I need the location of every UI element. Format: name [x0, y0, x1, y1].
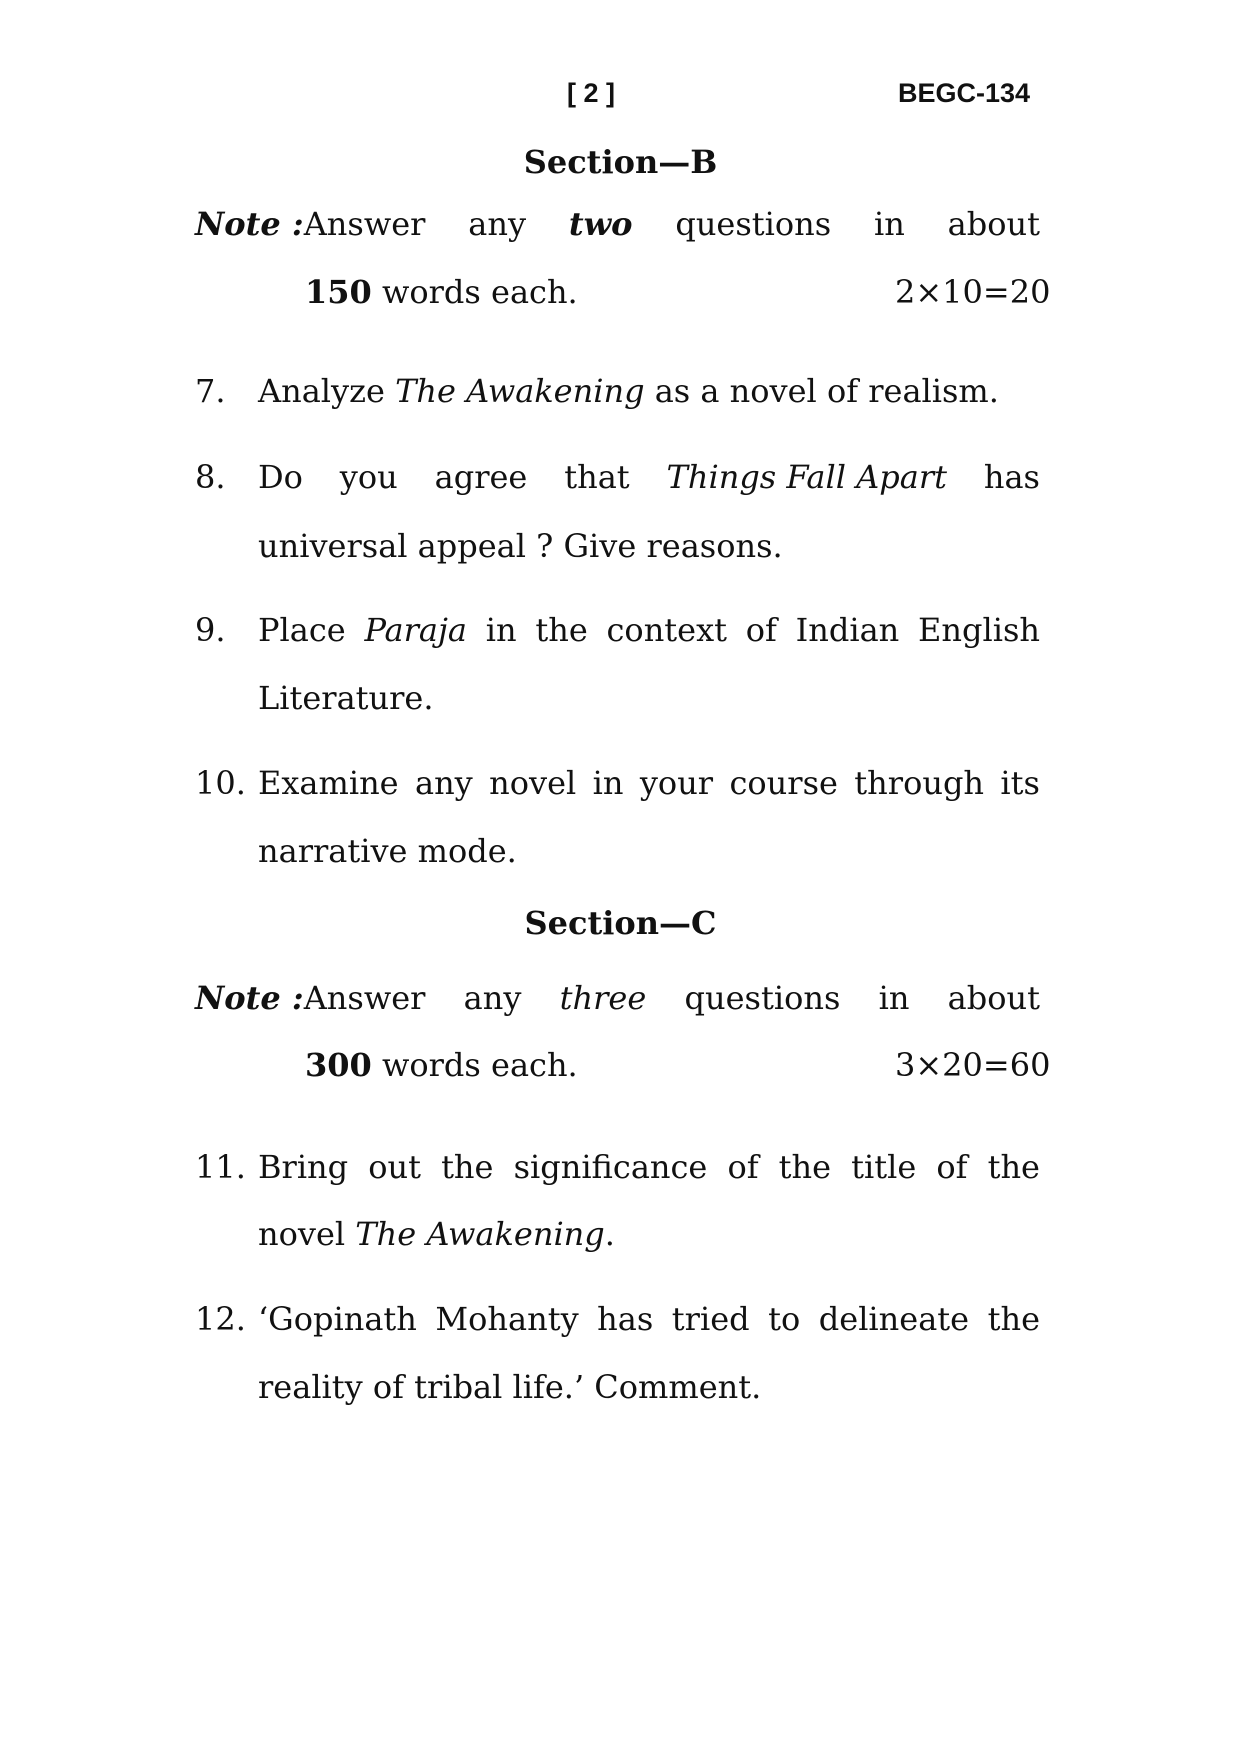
question-8-line2: universal appeal ? Give reasons. [258, 527, 783, 565]
question-9-line2: Literature. [258, 679, 434, 717]
question-word: your [639, 764, 714, 802]
question-word: its [1000, 764, 1040, 802]
note-word: about [947, 205, 1040, 243]
course-code: BEGC-134 [898, 78, 1031, 108]
word-count: 300 [305, 1046, 372, 1084]
question-word: the [987, 1300, 1040, 1338]
note-word: questions [684, 979, 841, 1017]
note-word: in [873, 205, 905, 243]
question-word: delineate [818, 1300, 970, 1338]
question-word: title [851, 1148, 917, 1186]
question-number: 9. [195, 611, 226, 649]
question-word: ‘Gopinath [258, 1300, 417, 1338]
question-word: that [564, 458, 630, 496]
question-word: Indian [795, 611, 900, 649]
note-tail: words each. [381, 1046, 578, 1084]
section-b-marks: 2×10=20 [895, 273, 1051, 311]
section-b-title: Section—B [523, 143, 718, 181]
section-b-note-line2 [305, 273, 578, 311]
question-word: has [597, 1300, 654, 1338]
section-b-note [195, 205, 1040, 243]
note-tail: words each. [381, 273, 578, 311]
novel-title: Things Fall Apart [666, 458, 947, 496]
question-word: Place [258, 611, 346, 649]
question-11 [195, 1148, 1040, 1186]
question-word: in [485, 611, 517, 649]
question-word: any [414, 764, 473, 802]
question-word: of [745, 611, 777, 649]
question-9 [195, 611, 1040, 649]
note-word: three [559, 979, 647, 1017]
question-word: Do [258, 458, 303, 496]
word-count: 150 [305, 273, 372, 311]
question-number: 10. [195, 764, 246, 802]
question-10-line2: narrative mode. [258, 832, 517, 870]
question-number: 11. [195, 1148, 246, 1186]
question-word: the [987, 1148, 1040, 1186]
note-word: Answer [303, 979, 426, 1017]
question-number: 8. [195, 458, 226, 496]
question-number: 7. [195, 372, 226, 410]
question-8 [195, 458, 1040, 496]
novel-title: The Awakening [355, 1215, 605, 1253]
question-word: out [368, 1148, 421, 1186]
question-word: significance [513, 1148, 708, 1186]
note-label: Note : [195, 979, 304, 1017]
question-word: the [778, 1148, 832, 1186]
question-word: the [441, 1148, 494, 1186]
question-word: agree [434, 458, 528, 496]
question-word: has [983, 458, 1040, 496]
note-label: Note : [195, 205, 304, 243]
note-word: two [568, 205, 633, 243]
question-text: . [604, 1215, 615, 1253]
note-word: about [947, 979, 1040, 1017]
question-12 [195, 1300, 1040, 1338]
note-word: in [878, 979, 910, 1017]
question-word: context [606, 611, 727, 649]
question-text: novel [258, 1215, 346, 1253]
note-word: questions [675, 205, 832, 243]
note-word: any [463, 979, 522, 1017]
question-word: the [535, 611, 588, 649]
page-number: [ 2 ] [567, 78, 616, 108]
note-word: any [468, 205, 527, 243]
question-word: to [768, 1300, 801, 1338]
question-word: novel [489, 764, 577, 802]
note-word: Answer [303, 205, 426, 243]
question-word: of [727, 1148, 759, 1186]
question-12-line2: reality of tribal life.’ Comment. [258, 1368, 762, 1406]
question-word: of [936, 1148, 968, 1186]
novel-title: Paraja [364, 611, 467, 649]
section-c-title: Section—C [524, 904, 717, 942]
question-word: you [339, 458, 398, 496]
question-word: Examine [258, 764, 399, 802]
novel-title: The Awakening [395, 372, 645, 410]
question-word: English [918, 611, 1040, 649]
section-c-note-line2 [305, 1046, 578, 1084]
question-text: Analyze [258, 372, 385, 410]
question-word: through [854, 764, 985, 802]
section-c-note [195, 979, 1040, 1017]
question-word: Bring [258, 1148, 349, 1186]
question-word: course [729, 764, 838, 802]
question-word: tried [671, 1300, 750, 1338]
question-11-line2 [258, 1215, 615, 1253]
question-10 [195, 764, 1040, 802]
question-word: Mohanty [435, 1300, 579, 1338]
question-word: in [592, 764, 624, 802]
question-number: 12. [195, 1300, 246, 1338]
question-7 [195, 372, 999, 410]
section-c-marks: 3×20=60 [895, 1046, 1051, 1084]
question-text: as a novel of realism. [654, 372, 999, 410]
